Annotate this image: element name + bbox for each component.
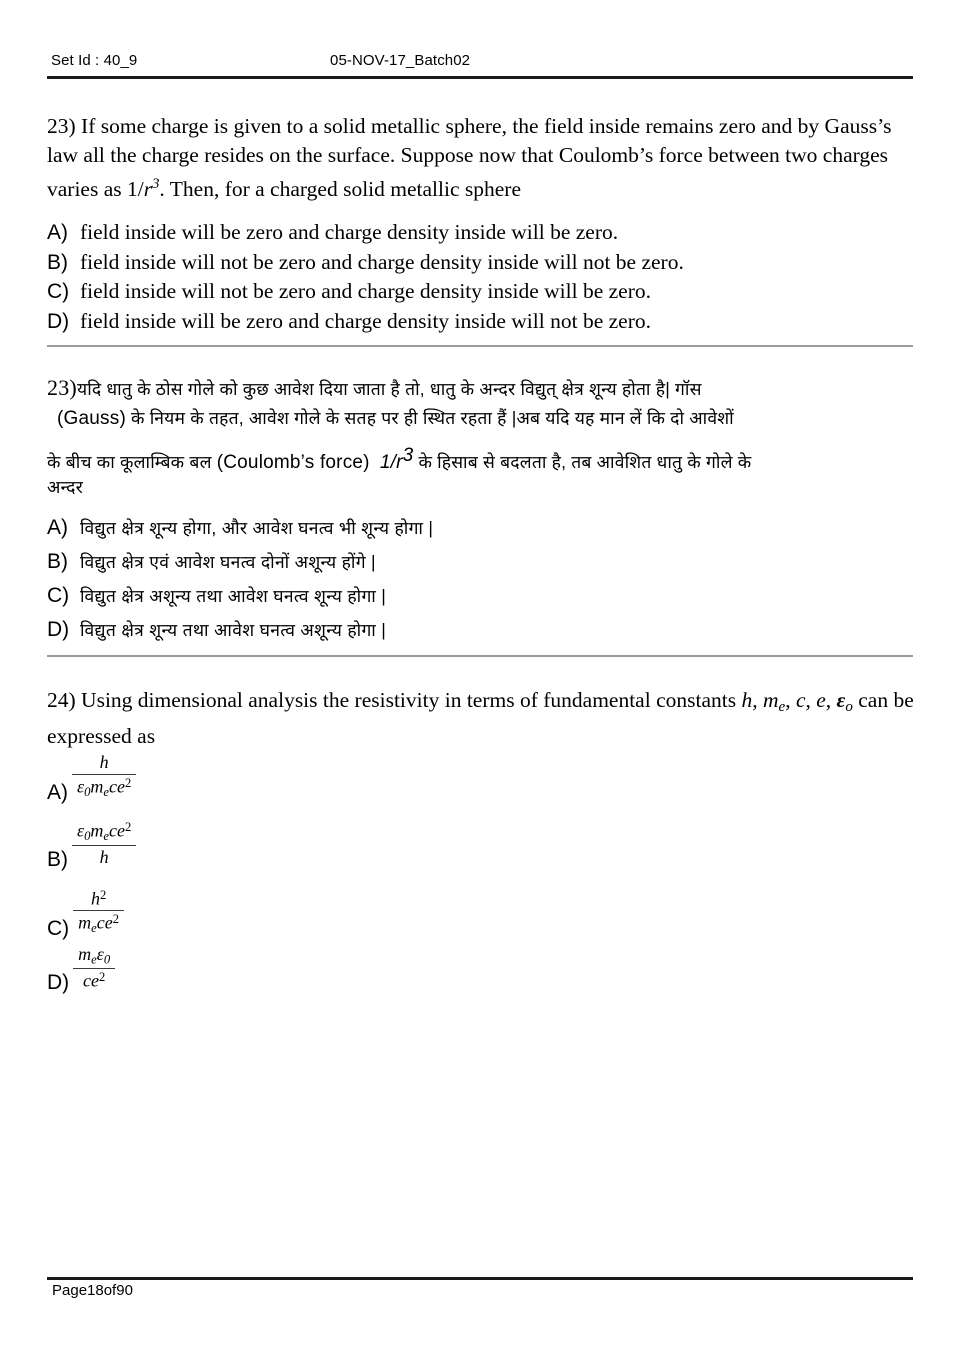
footer-rule xyxy=(47,1277,913,1280)
question-24-option-row-a[interactable] xyxy=(47,752,136,804)
fraction-b-numerator: ε0mece$^2$ xyxy=(72,820,136,846)
question-23-hindi-line-2 xyxy=(57,403,734,434)
hindi-option-row-d[interactable] xyxy=(47,615,747,645)
hindi-option-row-b[interactable] xyxy=(47,547,747,577)
gauss-term: (Gauss) xyxy=(57,408,126,429)
question-24-option-row-d[interactable] xyxy=(47,944,115,994)
section-divider-1 xyxy=(47,345,913,347)
question-23-hindi-number: 23) xyxy=(47,375,77,400)
hindi-math-variable-r: r xyxy=(396,451,403,473)
fraction-d-denominator: $ce^2$ xyxy=(83,969,106,991)
hindi-option-label-c: C) xyxy=(47,584,70,607)
constant-e: e xyxy=(816,688,826,712)
question-23-english xyxy=(47,112,915,204)
constant-m-subscript: e xyxy=(778,699,786,716)
fraction-a xyxy=(72,752,136,799)
fraction-b-denominator: h xyxy=(99,846,109,867)
fraction-d xyxy=(73,944,115,991)
question-23-hindi-text-1: यदि धातु के ठोस गोले को कुछ आवेश दिया जाता है तो, धातु के अन्दर विद्युत् क्षेत्र शून्य होता है| गॉस xyxy=(76,379,702,399)
hindi-option-label-a: A) xyxy=(47,516,68,539)
section-divider-2 xyxy=(47,655,913,657)
coulombs-force-term: (Coulomb’s force) xyxy=(216,451,370,473)
question-23-hindi-line-1 xyxy=(47,372,702,405)
option-label-d: D) xyxy=(47,309,70,333)
option-row-c[interactable] xyxy=(47,278,807,305)
question-24-english xyxy=(47,686,915,751)
question-24-body-part1: Using dimensional analysis the resistivity in terms of fundamental constants xyxy=(81,688,742,712)
hindi-math-exponent: 3 xyxy=(402,445,414,466)
page-number-label: Page18of90 xyxy=(52,1282,133,1299)
hindi-math-inverse-r: 1/ xyxy=(379,451,397,473)
question-23-body-part2: . Then, for a charged solid metallic sphere xyxy=(159,177,522,202)
batch-label: 05-NOV-17_Batch02 xyxy=(330,52,471,69)
option-text-d: field inside will be zero and charge density inside will not be zero. xyxy=(80,308,651,333)
question-23-hindi-text-2: के नियम के तहत, आवेश गोले के सतह पर ही स्थित रहता हैं |अब यदि यह मान लें कि दो आवेशों xyxy=(125,408,734,428)
hindi-option-text-d: विद्युत क्षेत्र शून्य तथा आवेश घनत्व अशून्य होगा | xyxy=(80,620,387,640)
option-row-b[interactable] xyxy=(47,249,807,276)
constant-h: h xyxy=(741,688,753,712)
fraction-c-denominator: mece$^2$ xyxy=(78,912,120,936)
fraction-a-numerator: h xyxy=(72,752,136,775)
question-24-option-label-a: A) xyxy=(47,781,68,805)
constant-epsilon: ε xyxy=(836,688,846,712)
fraction-c-numerator: $h^2$ xyxy=(73,888,124,911)
header-rule xyxy=(47,76,913,79)
question-24-english-text: 24) Using dimensional analysis the resistivity in terms of fundamental constants h, me, c, e, εo can be expressed as xyxy=(47,688,914,749)
question-23-number: 23) xyxy=(47,114,76,138)
hindi-option-label-b: B) xyxy=(47,550,68,573)
option-label-c: C) xyxy=(47,280,70,303)
question-23-variable-r: r xyxy=(143,177,153,202)
fraction-a-denominator: ε0mece$^2$ xyxy=(77,775,132,799)
question-24-option-label-c: C) xyxy=(47,916,70,940)
option-text-c: field inside will not be zero and charge density inside will be zero. xyxy=(80,279,651,303)
question-24-option-row-b[interactable] xyxy=(47,820,136,871)
question-23-body-part1: If some charge is given to a solid metallic sphere, the field inside remains zero and by Gauss’s law all the charge resides on the surface. Suppose now that Coulomb’s force between two charges varies as 1/ xyxy=(47,114,892,202)
question-23-hindi-line-3 xyxy=(47,440,751,478)
fraction-c xyxy=(73,888,124,936)
option-label-a: A) xyxy=(47,221,68,244)
fraction-d-numerator: meε0 xyxy=(73,944,115,969)
hindi-option-text-b: विद्युत क्षेत्र एवं आवेश घनत्व दोनों अशून्य होंगे | xyxy=(80,552,376,572)
question-24-body-part2: can be expressed as xyxy=(47,688,914,749)
constant-c: c xyxy=(795,688,806,712)
question-24-number: 24) xyxy=(47,688,76,712)
question-24-option-label-d: D) xyxy=(47,971,70,995)
hindi-option-row-a[interactable] xyxy=(47,513,747,543)
question-24-options xyxy=(47,752,447,995)
question-23-hindi-text-3-pre: के बीच का कूलाम्बिक बल xyxy=(47,451,217,472)
question-24-option-row-c[interactable] xyxy=(47,888,124,940)
hindi-option-label-d: D) xyxy=(47,618,70,641)
question-24-option-label-b: B) xyxy=(47,848,68,872)
question-23-hindi-text-3-post: के हिसाब से बदलता है, तब आवेशित धातु के गोले के xyxy=(413,451,752,472)
question-23-hindi-options xyxy=(47,513,747,649)
page-header xyxy=(47,52,913,78)
question-23-english-text xyxy=(47,112,915,204)
option-row-d[interactable] xyxy=(47,308,807,335)
constant-epsilon-subscript: o xyxy=(845,699,853,716)
hindi-option-text-a: विद्युत क्षेत्र शून्य होगा, और आवेश घनत्व भी शून्य होगा | xyxy=(80,518,434,538)
question-23-exponent: 3 xyxy=(152,176,160,192)
question-23-hindi xyxy=(47,372,915,507)
option-text-b: field inside will not be zero and charge density inside will not be zero. xyxy=(80,249,684,274)
option-text-a: field inside will be zero and charge density inside will be zero. xyxy=(80,220,619,244)
fraction-b xyxy=(72,820,136,867)
question-23-english-options xyxy=(47,219,807,337)
option-label-b: B) xyxy=(47,250,68,274)
question-23-hindi-line-4: अन्दर xyxy=(47,477,84,497)
set-id-label: Set Id : 40_9 xyxy=(51,52,138,69)
hindi-option-text-c: विद्युत क्षेत्र अशून्य तथा आवेश घनत्व शून्य होगा | xyxy=(80,586,387,606)
constant-m: m xyxy=(762,688,779,712)
option-row-a[interactable] xyxy=(47,219,807,246)
hindi-option-row-c[interactable] xyxy=(47,581,747,611)
